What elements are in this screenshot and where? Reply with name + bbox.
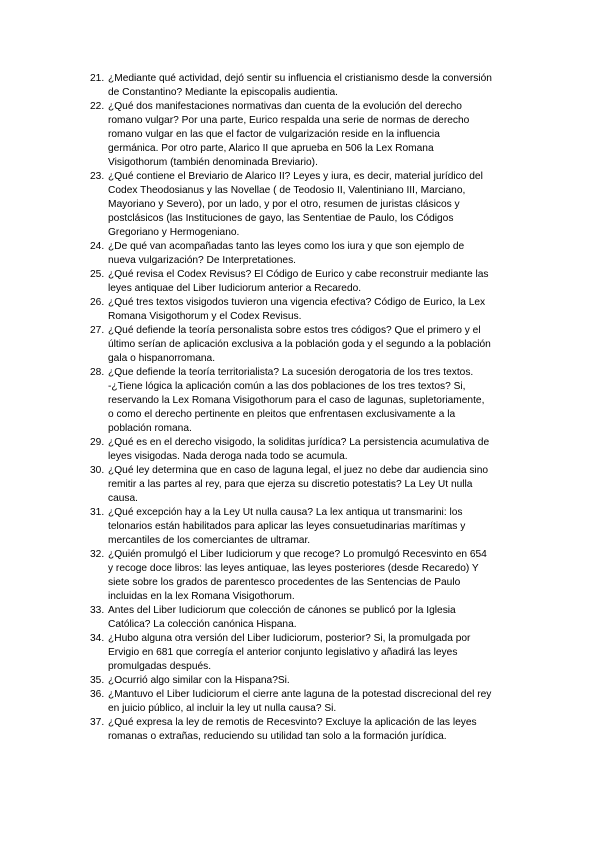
item-text-line: promulgadas después. bbox=[108, 661, 212, 672]
item-number: 31. bbox=[90, 507, 105, 518]
item-number: 30. bbox=[90, 465, 105, 476]
item-text-line: Mayoriano y Severo), por un lado, y por el otro, resumen de juristas clásicos y bbox=[108, 199, 460, 210]
item-text-line: telonarios están habilitados para aplicar las leyes consuetudinarias marítimas y bbox=[108, 521, 466, 532]
item-number: 29. bbox=[90, 437, 105, 448]
item-text-line: remitir a las partes al rey, para que ejerza su discretio potestatis? La Ley Ut nulla bbox=[108, 479, 473, 490]
item-text-line: ¿Que defiende la teoría territorialista? La sucesión derogatoria de los tres textos. bbox=[108, 367, 474, 378]
item-text-line: ¿Qué dos manifestaciones normativas dan cuenta de la evolución del derecho bbox=[108, 101, 462, 112]
item-number: 32. bbox=[90, 549, 105, 560]
item-number: 35. bbox=[90, 675, 105, 686]
item-text-line: ¿Quién promulgó el Liber Iudiciorum y que recoge? Lo promulgó Recesvinto en 654 bbox=[108, 549, 487, 560]
item-number: 33. bbox=[90, 605, 105, 616]
list-item bbox=[90, 548, 520, 604]
item-text-line: y recoge doce libros: las leyes antiquae, las leyes posteriores (desde Recaredo) Y bbox=[108, 563, 479, 574]
item-number: 21. bbox=[90, 73, 105, 84]
question-list bbox=[90, 72, 520, 744]
item-text-line: romano vulgar? Por una parte, Eurico respalda una serie de normas de derecho bbox=[108, 115, 470, 126]
item-text-line: Romana Visigothorum y el Codex Revisus. bbox=[108, 311, 302, 322]
item-text-line: postclásicos (las Instituciones de gayo, las Sententiae de Paulo, los Códigos bbox=[108, 213, 454, 224]
list-item bbox=[90, 604, 520, 632]
item-text-line: gala o hispanorromana. bbox=[108, 353, 216, 364]
item-text-line: ¿Mantuvo el Liber Iudiciorum el cierre ante laguna de la potestad discrecional del rey bbox=[108, 689, 492, 700]
item-text-line: ¿Qué tres textos visigodos tuvieron una vigencia efectiva? Código de Eurico, la Lex bbox=[108, 297, 486, 308]
item-text-line: romanas o extrañas, reduciendo su utilidad tan solo a la formación jurídica. bbox=[108, 731, 447, 742]
item-text-line: germánica. Por otro parte, Alarico II que aprueba en 506 la Lex Romana bbox=[108, 143, 434, 154]
item-text-line: ¿Qué excepción hay a la Ley Ut nulla causa? La lex antiqua ut transmarini: los bbox=[108, 507, 463, 518]
item-text-line: Católica? La colección canónica Hispana. bbox=[108, 619, 297, 630]
item-text-line: incluidas en la lex Romana Visigothorum. bbox=[108, 591, 295, 602]
list-item bbox=[90, 268, 520, 296]
list-item bbox=[90, 170, 520, 240]
item-text-line: Ervigio en 681 que corregía el anterior conjunto legislativo y añadirá las leyes bbox=[108, 647, 458, 658]
item-text-line: mercantiles de los comerciantes de ultramar. bbox=[108, 535, 311, 546]
item-text-line: ¿Qué es en el derecho visigodo, la soliditas jurídica? La persistencia acumulativa de bbox=[108, 437, 490, 448]
item-text-line: Gregoriano y Hermogeniano. bbox=[108, 227, 240, 238]
list-item bbox=[90, 324, 520, 366]
item-text-line: ¿De qué van acompañadas tanto las leyes como los iura y que son ejemplo de bbox=[108, 241, 465, 252]
item-text-line: de Constantino? Mediante la episcopalis audientia. bbox=[108, 87, 338, 98]
item-text-line: ¿Qué contiene el Breviario de Alarico II? Leyes y iura, es decir, material jurídico del bbox=[108, 171, 483, 182]
item-text-line: leyes antiquae del Liber Iudiciorum anterior a Recaredo. bbox=[108, 283, 362, 294]
item-number: 27. bbox=[90, 325, 105, 336]
list-item bbox=[90, 716, 520, 744]
list-item bbox=[90, 436, 520, 464]
item-text-line: -¿Tiene lógica la aplicación común a las dos poblaciones de los tres textos? Si, bbox=[108, 381, 466, 392]
item-text-line: Codex Theodosianus y las Novellae ( de Teodosio II, Valentiniano III, Marciano, bbox=[108, 185, 466, 196]
item-text-line: población romana. bbox=[108, 423, 192, 434]
item-number: 37. bbox=[90, 717, 105, 728]
item-text-line: Antes del Liber Iudiciorum que colección de cánones se publicó por la Iglesia bbox=[108, 605, 456, 616]
list-item bbox=[90, 100, 520, 170]
list-item bbox=[90, 240, 520, 268]
item-text-line: Visigothorum (también denominada Breviario). bbox=[108, 157, 318, 168]
item-number: 24. bbox=[90, 241, 105, 252]
list-item bbox=[90, 674, 520, 688]
list-item bbox=[90, 506, 520, 548]
item-text-line: ¿Qué expresa la ley de remotis de Recesvinto? Excluye la aplicación de las leyes bbox=[108, 717, 477, 728]
list-item bbox=[90, 296, 520, 324]
item-number: 36. bbox=[90, 689, 105, 700]
item-number: 22. bbox=[90, 101, 105, 112]
list-item bbox=[90, 688, 520, 716]
item-text-line: ¿Qué revisa el Codex Revisus? El Código de Eurico y cabe reconstruir mediante las bbox=[108, 269, 489, 280]
item-number: 26. bbox=[90, 297, 105, 308]
item-number: 34. bbox=[90, 633, 105, 644]
list-item bbox=[90, 72, 520, 100]
item-number: 25. bbox=[90, 269, 105, 280]
list-item bbox=[90, 464, 520, 506]
item-text-line: último serían de aplicación exclusiva a la población goda y el segundo a la población bbox=[108, 339, 491, 350]
list-item bbox=[90, 632, 520, 674]
item-text-line: en juicio público, al incluir la ley ut nulla causa? Si. bbox=[108, 703, 337, 714]
item-text-line: o como el derecho pertinente en pleitos que enfrentasen exclusivamente a la bbox=[108, 409, 456, 420]
item-text-line: siete sobre los grados de parentesco procedentes de las Sentencias de Paulo bbox=[108, 577, 461, 588]
list-item bbox=[90, 366, 520, 436]
item-text-line: causa. bbox=[108, 493, 139, 504]
item-text-line: ¿Mediante qué actividad, dejó sentir su influencia el cristianismo desde la conversión bbox=[108, 73, 492, 84]
item-text-line: ¿Ocurrió algo similar con la Hispana?Si. bbox=[108, 675, 290, 686]
item-text-line: ¿Qué ley determina que en caso de laguna legal, el juez no debe dar audiencia sino bbox=[108, 465, 489, 476]
item-text-line: leyes visigodas. Nada deroga nada todo se acumula. bbox=[108, 451, 348, 462]
item-text-line: reservando la Lex Romana Visigothorum para el caso de lagunas, supletoriamente, bbox=[108, 395, 485, 406]
item-text-line: ¿Qué defiende la teoría personalista sobre estos tres códigos? Que el primero y el bbox=[108, 325, 481, 336]
item-text-line: romano vulgar en las que el factor de vulgarización reside en la influencia bbox=[108, 129, 440, 140]
item-number: 23. bbox=[90, 171, 105, 182]
item-number: 28. bbox=[90, 367, 105, 378]
item-text-line: nueva vulgarización? De Interpretationes. bbox=[108, 255, 297, 266]
item-text-line: ¿Hubo alguna otra versión del Liber Iudiciorum, posterior? Si, la promulgada por bbox=[108, 633, 471, 644]
